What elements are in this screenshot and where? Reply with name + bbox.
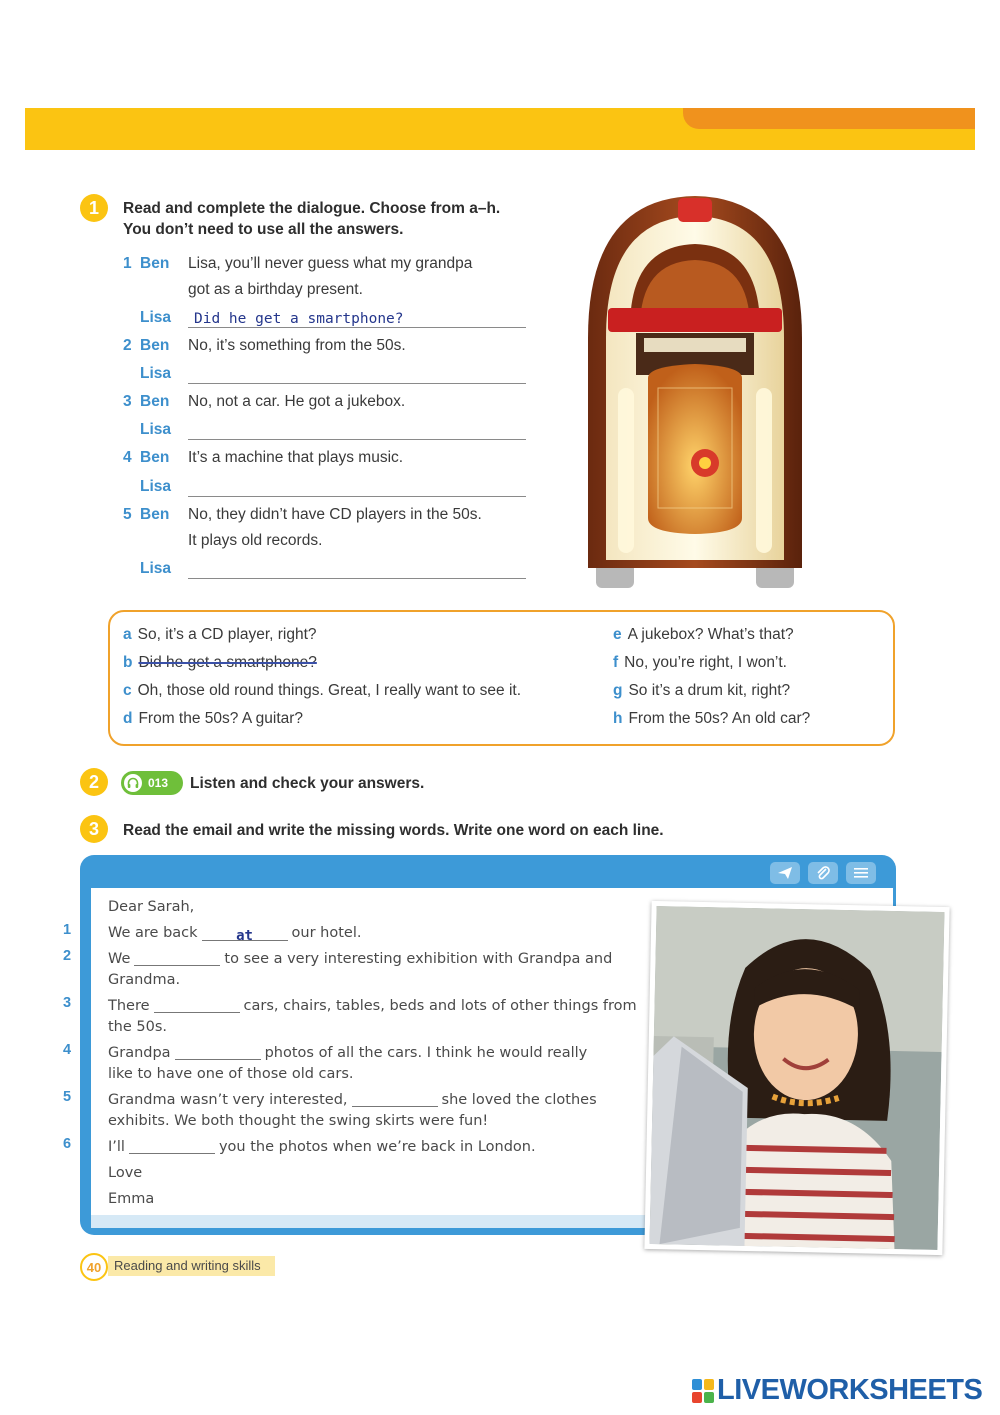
- ben-line-cont: got as a birthday present.: [188, 281, 363, 298]
- email-line-3: [108, 995, 638, 1017]
- ben-line: No, it’s something from the 50s.: [188, 337, 406, 354]
- option-text: No, you’re right, I won’t.: [624, 654, 787, 671]
- liveworksheets-icon: [692, 1379, 714, 1403]
- exercise-1-number: 1: [80, 194, 108, 222]
- page-number-badge: 40: [80, 1253, 108, 1281]
- speaker-lisa: Lisa: [140, 560, 172, 577]
- exercise-1-instruction-line1: Read and complete the dialogue. Choose from a–h.: [123, 200, 501, 217]
- answer-field-2[interactable]: [188, 362, 526, 384]
- email-line-2-cont: Grandma.: [108, 972, 181, 988]
- text: cars, chairs, tables, beds and lots of other things from: [243, 998, 637, 1014]
- blank-field-4[interactable]: [175, 1044, 261, 1060]
- dialogue-number: 1: [123, 255, 132, 272]
- header-bar-accent: [683, 108, 975, 129]
- ben-line: It’s a machine that plays music.: [188, 449, 404, 466]
- option-letter: d: [123, 710, 133, 727]
- email-line-5-cont: exhibits. We both thought the swing skirts were fun!: [108, 1113, 489, 1129]
- option-text: So, it’s a CD player, right?: [137, 626, 317, 643]
- option-c: [123, 680, 521, 702]
- email-line-5: [108, 1089, 638, 1111]
- option-letter: a: [123, 626, 132, 643]
- exercise-3-instruction: Read the email and write the missing words. Write one word on each line.: [123, 822, 664, 839]
- dialogue-number: 5: [123, 506, 132, 523]
- option-letter: f: [613, 654, 619, 671]
- email-line-3-cont: the 50s.: [108, 1019, 168, 1035]
- email-line-4-cont: like to have one of those old cars.: [108, 1066, 354, 1082]
- exercise-2-number: 2: [80, 768, 108, 796]
- text: our hotel.: [291, 925, 362, 941]
- email-line-number: 6: [62, 1136, 72, 1152]
- option-text: So it’s a drum kit, right?: [628, 682, 791, 699]
- answer-field-1[interactable]: [188, 306, 526, 328]
- text: We: [108, 951, 131, 967]
- answer-field-4[interactable]: [188, 475, 526, 497]
- dialogue-number: 4: [123, 449, 132, 466]
- speaker-lisa: Lisa: [140, 421, 172, 438]
- option-text: From the 50s? An old car?: [628, 710, 811, 727]
- text: she loved the clothes: [441, 1092, 597, 1108]
- option-e: [613, 624, 794, 646]
- jukebox-image: [578, 188, 813, 590]
- email-signature: Emma: [108, 1191, 155, 1207]
- liveworksheets-text: LIVEWORKSHEETS: [717, 1374, 983, 1406]
- email-line-4: [108, 1042, 638, 1064]
- email-line-number: 1: [62, 922, 72, 938]
- text: Grandma wasn’t very interested,: [108, 1092, 348, 1108]
- ben-line-cont: It plays old records.: [188, 532, 323, 549]
- option-text: Oh, those old round things. Great, I really want to see it.: [137, 682, 522, 699]
- email-line-number: 5: [62, 1089, 72, 1105]
- option-letter: e: [613, 626, 622, 643]
- girl-with-laptop-photo: [644, 901, 949, 1255]
- email-toolbar: [770, 862, 876, 884]
- email-line-number: 4: [62, 1042, 72, 1058]
- header-bar-tab: [683, 129, 793, 150]
- email-line-2: [108, 948, 638, 970]
- ben-line: No, they didn’t have CD players in the 50s.: [188, 506, 482, 523]
- email-line-number: 3: [62, 995, 72, 1011]
- speaker-ben: Ben: [140, 255, 170, 272]
- speaker-ben: Ben: [140, 393, 170, 410]
- speaker-lisa: Lisa: [140, 309, 172, 326]
- speaker-ben: Ben: [140, 506, 170, 523]
- blank-field-6[interactable]: [129, 1138, 215, 1154]
- speaker-lisa: Lisa: [140, 478, 172, 495]
- option-letter: b: [123, 654, 133, 671]
- text: There: [108, 998, 150, 1014]
- blank-field-5[interactable]: [352, 1091, 438, 1107]
- option-letter: h: [613, 710, 623, 727]
- section-label: Reading and writing skills: [108, 1256, 275, 1276]
- email-body-footer: [91, 1215, 651, 1228]
- audio-track-button[interactable]: [121, 771, 183, 795]
- option-f: [613, 652, 787, 674]
- liveworksheets-logo: [692, 1374, 982, 1407]
- speaker-ben: Ben: [140, 449, 170, 466]
- text: I’ll: [108, 1139, 125, 1155]
- option-d: [123, 708, 303, 730]
- text: We are back: [108, 925, 198, 941]
- answer-value: Did he get a smartphone?: [194, 311, 404, 327]
- dialogue-number: 2: [123, 337, 132, 354]
- option-a: [123, 624, 317, 646]
- blank-answer: at: [236, 928, 253, 944]
- blank-field-3[interactable]: [154, 997, 240, 1013]
- option-text-used: Did he get a smartphone?: [138, 654, 317, 671]
- email-line-1: [108, 922, 638, 944]
- blank-field-2[interactable]: [134, 950, 220, 966]
- track-number: 013: [148, 776, 169, 790]
- email-closing: Love: [108, 1165, 143, 1181]
- email-line-number: 2: [62, 948, 72, 964]
- speaker-ben: Ben: [140, 337, 170, 354]
- headphones-icon: [124, 774, 142, 792]
- email-line-6: [108, 1136, 638, 1158]
- option-letter: c: [123, 682, 132, 699]
- email-greeting: Dear Sarah,: [108, 899, 195, 915]
- option-text: A jukebox? What’s that?: [627, 626, 794, 643]
- option-h: [613, 708, 810, 730]
- send-icon[interactable]: [770, 862, 800, 884]
- ben-line: No, not a car. He got a jukebox.: [188, 393, 406, 410]
- answer-field-3[interactable]: [188, 418, 526, 440]
- exercise-1-instruction-line2: You don’t need to use all the answers.: [123, 221, 404, 238]
- dialogue-number: 3: [123, 393, 132, 410]
- exercise-2-instruction: Listen and check your answers.: [190, 775, 425, 792]
- option-text: From the 50s? A guitar?: [138, 710, 304, 727]
- answer-field-5[interactable]: [188, 557, 526, 579]
- ben-line: Lisa, you’ll never guess what my grandpa: [188, 255, 473, 272]
- attachment-icon[interactable]: [808, 862, 838, 884]
- option-b: [123, 652, 317, 674]
- blank-field-1[interactable]: [202, 925, 288, 944]
- option-g: [613, 680, 790, 702]
- exercise-3-number: 3: [80, 815, 108, 843]
- option-letter: g: [613, 682, 623, 699]
- text: to see a very interesting exhibition with Grandpa and: [224, 951, 613, 967]
- text: Grandpa: [108, 1045, 171, 1061]
- menu-lines-icon[interactable]: [846, 862, 876, 884]
- text: you the photos when we’re back in London.: [218, 1139, 536, 1155]
- text: photos of all the cars. I think he would really: [264, 1045, 588, 1061]
- speaker-lisa: Lisa: [140, 365, 172, 382]
